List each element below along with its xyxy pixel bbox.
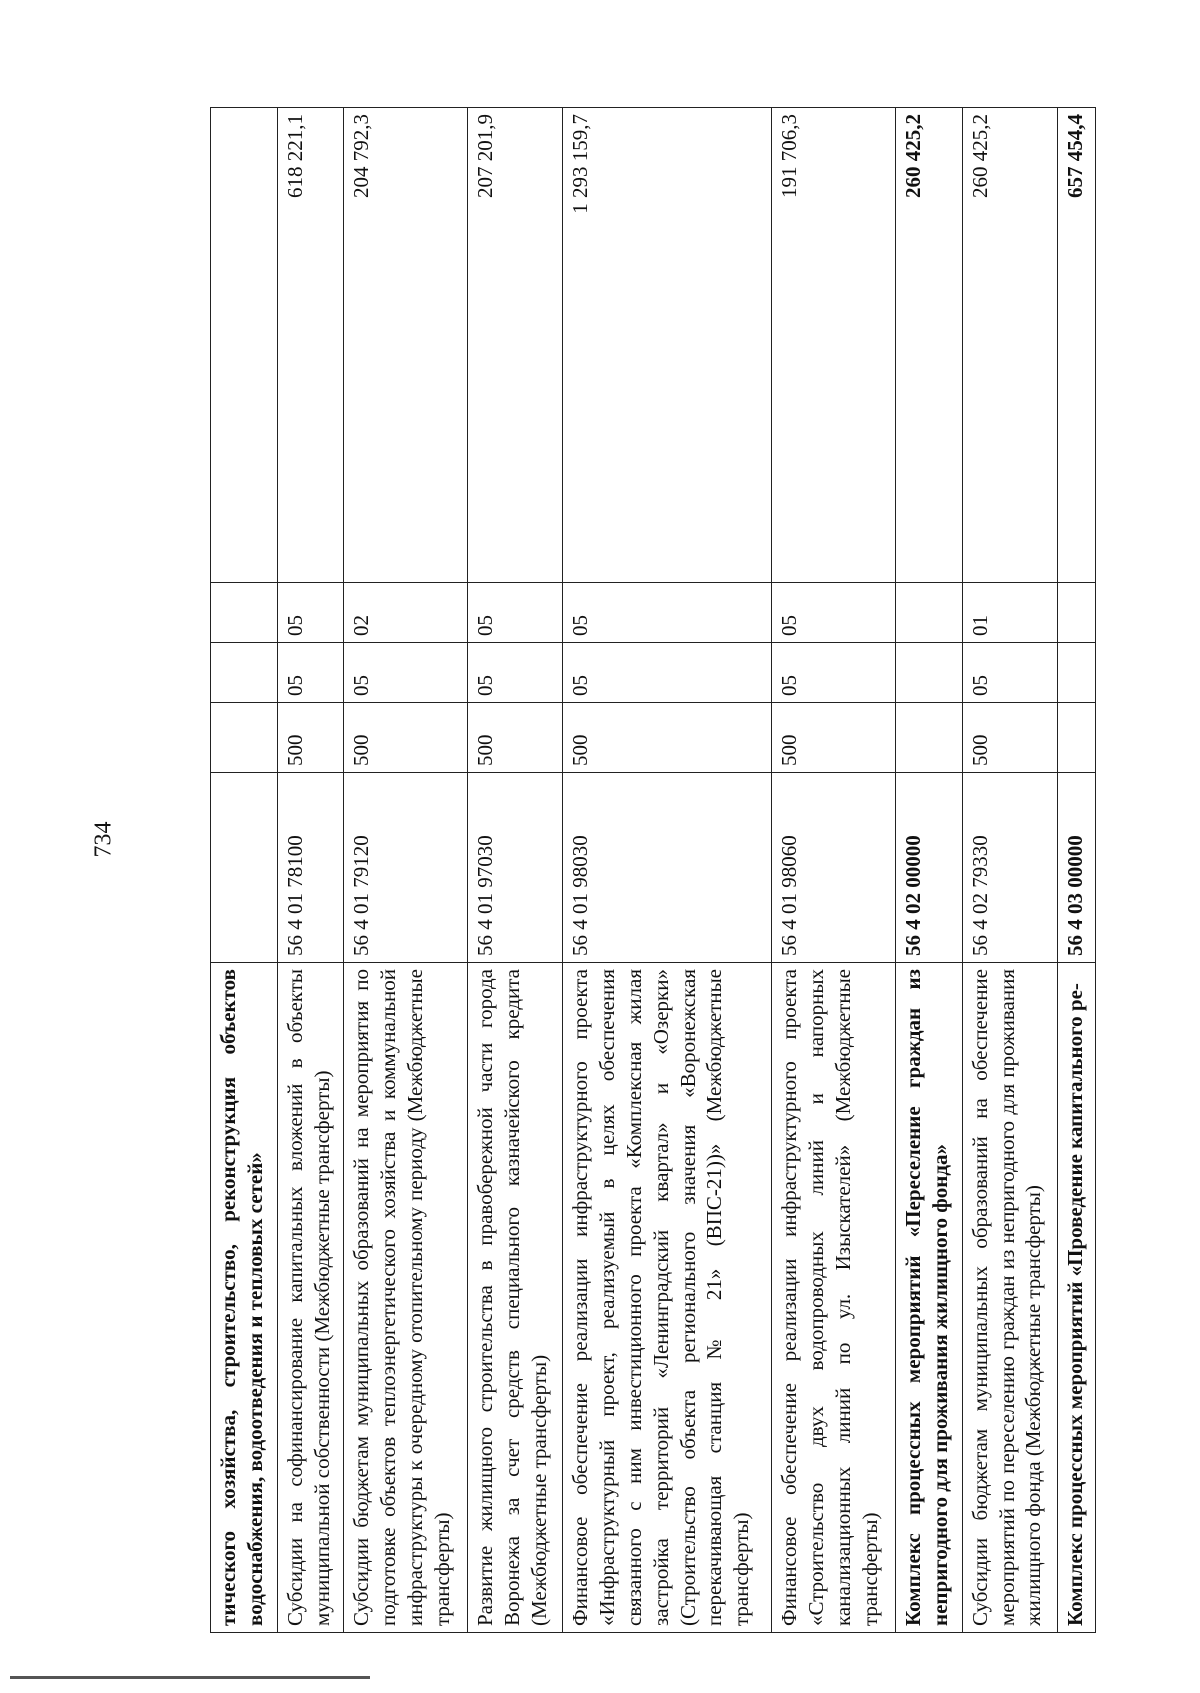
amount-cell: 1 293 159,7 [563, 108, 772, 583]
row-name-cell: Развитие жилищного строительства в правобережной части города Воронежа за счет средств специального казначейского кредита (Межбюджетные трансферты) [467, 963, 562, 1633]
expense-type-cell: 500 [467, 703, 562, 773]
budget-table [210, 107, 1096, 1633]
target-article-code-cell: 56 4 01 79120 [344, 773, 468, 963]
section-cell: 05 [277, 643, 344, 703]
table-row [467, 108, 562, 1633]
subsection-cell: 05 [277, 583, 344, 643]
row-name-cell: Субсидии на софинансирование капитальных вложений в объекты муниципальной собственности (Межбюджетные трансферты) [277, 963, 344, 1633]
target-article-code-cell: 56 4 03 00000 [1057, 773, 1095, 963]
rotated-page-content [210, 108, 1096, 1633]
subsection-cell: 02 [344, 583, 468, 643]
bottom-scan-rule [10, 1676, 370, 1679]
expense-type-cell: 500 [344, 703, 468, 773]
section-cell [896, 643, 963, 703]
subsection-cell [1057, 583, 1095, 643]
amount-cell: 618 221,1 [277, 108, 344, 583]
expense-type-cell: 500 [962, 703, 1057, 773]
amount-cell: 260 425,2 [962, 108, 1057, 583]
subsection-cell: 05 [772, 583, 896, 643]
amount-cell: 191 706,3 [772, 108, 896, 583]
expense-type-cell: 500 [563, 703, 772, 773]
subsection-cell [211, 583, 278, 643]
section-cell [211, 643, 278, 703]
table-row [1057, 108, 1095, 1633]
expense-type-cell [896, 703, 963, 773]
page-number: 734 [90, 821, 117, 858]
row-name-cell: Субсидии бюджетам муниципальных образований на обеспечение мероприятий по переселению граждан из непригодного для проживания жилищного фонда (Межбюджетные трансферты) [962, 963, 1057, 1633]
target-article-code-cell: 56 4 01 98030 [563, 773, 772, 963]
subsection-cell: 01 [962, 583, 1057, 643]
table-row [962, 108, 1057, 1633]
target-article-code-cell: 56 4 01 97030 [467, 773, 562, 963]
target-article-code-cell: 56 4 02 00000 [896, 773, 963, 963]
budget-table-body [211, 108, 1096, 1633]
row-name-cell: Комплекс процессных мероприятий «Переселение граждан из непригодного для проживания жилищного фонда» [896, 963, 963, 1633]
table-row [344, 108, 468, 1633]
amount-cell: 207 201,9 [467, 108, 562, 583]
target-article-code-cell: 56 4 01 98060 [772, 773, 896, 963]
expense-type-cell [211, 703, 278, 773]
section-cell [1057, 643, 1095, 703]
amount-cell [211, 108, 278, 583]
row-name-cell: Финансовое обеспечение реализации инфраструктурного проекта «Инфраструктурный проект, реализуемый в целях обеспечения связанного с ним инвестиционного проекта «Комплексная жилая застройка территорий «Ленинградский квартал» и «Озерки» (Строительство объекта регионального значения «Воронежская перекачивающая станция № 21» (ВПС-21))» (Межбюджетные трансферты) [563, 963, 772, 1633]
row-name-cell: тического хозяйства, строительство, реконструкция объектов водоснабжения, водоотведения и тепловых сетей» [211, 963, 278, 1633]
table-row [772, 108, 896, 1633]
table-row [211, 108, 278, 1633]
expense-type-cell [1057, 703, 1095, 773]
row-name-cell: Субсидии бюджетам муниципальных образований на мероприятия по подготовке объектов теплоэнергетического хозяйства и коммунальной инфраструктуры к очередному отопительному периоду (Межбюджетные трансферты) [344, 963, 468, 1633]
target-article-code-cell: 56 4 01 78100 [277, 773, 344, 963]
section-cell: 05 [467, 643, 562, 703]
target-article-code-cell [211, 773, 278, 963]
subsection-cell: 05 [563, 583, 772, 643]
table-row [277, 108, 344, 1633]
table-row [896, 108, 963, 1633]
subsection-cell [896, 583, 963, 643]
row-name-cell: Финансовое обеспечение реализации инфраструктурного проекта «Строительство двух водопроводных линий и напорных канализационных линий по ул. Изыскателей» (Межбюджетные трансферты) [772, 963, 896, 1633]
section-cell: 05 [344, 643, 468, 703]
subsection-cell: 05 [467, 583, 562, 643]
section-cell: 05 [962, 643, 1057, 703]
amount-cell: 204 792,3 [344, 108, 468, 583]
row-name-cell: Комплекс процессных мероприятий «Проведение капитального ре- [1057, 963, 1095, 1633]
section-cell: 05 [772, 643, 896, 703]
expense-type-cell: 500 [277, 703, 344, 773]
table-row [563, 108, 772, 1633]
amount-cell: 657 454,4 [1057, 108, 1095, 583]
section-cell: 05 [563, 643, 772, 703]
target-article-code-cell: 56 4 02 79330 [962, 773, 1057, 963]
expense-type-cell: 500 [772, 703, 896, 773]
amount-cell: 260 425,2 [896, 108, 963, 583]
